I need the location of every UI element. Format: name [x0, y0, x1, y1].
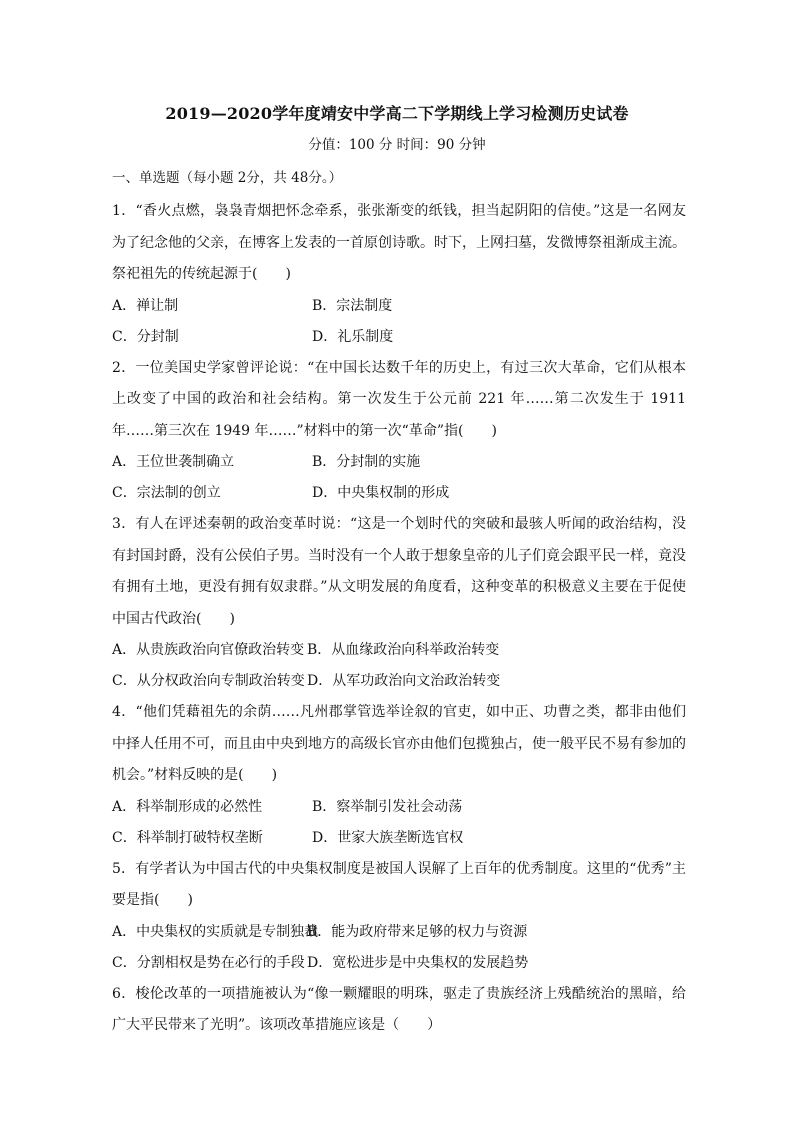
question-4 — [112, 697, 686, 854]
question-text: 2．一位美国史学家曾评论说：“在中国长达数千年的历史上，有过三次大革命，它们从根本上改变了中国的政治和社会结构。第一次发生于公元前 221 年……第二次发生于 1911 年……第三次在 1949 年……”材料中的第一次“革命”指( ) — [112, 359, 686, 439]
question-options — [112, 447, 686, 509]
option-b: B．从血缘政治向科举政治转变 — [307, 642, 500, 658]
option-c: C．科举制打破特权垄断 — [112, 829, 263, 846]
option-a: A．王位世袭制确立 — [112, 454, 235, 470]
option-d: D．礼乐制度 — [312, 328, 394, 345]
option-c: C．从分权政治向专制政治转变 — [112, 673, 305, 689]
option-d: D．中央集权制的形成 — [312, 485, 450, 501]
question-2 — [112, 353, 686, 510]
option-b: B．分封制的实施 — [312, 454, 421, 470]
question-text: 1．“香火点燃，袅袅青烟把怀念牵系，张张渐变的纸钱，担当起阴阳的信使。”这是一名网友为了纪念他的父亲，在博客上发表的一首原创诗歌。时下，上网扫墓，发微博祭祖渐成主流。祭祀祖先的传统起源于( ) — [112, 203, 686, 282]
question-text: 3．有人在评述秦朝的政治变革时说：“这是一个划时代的突破和最骇人听闻的政治结构，没有封国封爵，没有公侯伯子男。当时没有一个人敢于想象皇帝的儿子们竟会跟平民一样，竟没有拥有土地，更没有拥有奴隶群。”从文明发展的角度看，这种变革的积极意义主要在于促使中国古代政治( ) — [112, 516, 686, 627]
option-a: A．禅让制 — [112, 297, 179, 314]
option-b: B．宗法制度 — [312, 297, 393, 314]
question-text: 4．“他们凭藉祖先的余荫……凡州郡掌管选举诠叙的官吏，如中正、功曹之类，都非由他们中择人任用不可，而且由中央到地方的高级长官亦由他们包揽独占，使一般平民不易有参加的机会。”材料反映的是( ) — [112, 704, 686, 783]
question-options — [112, 635, 686, 697]
option-c: C．分封制 — [112, 328, 179, 345]
option-b: B．察举制引发社会动荡 — [312, 798, 463, 815]
option-a: A．科举制形成的必然性 — [112, 798, 263, 815]
question-1 — [112, 196, 686, 353]
option-c: C．宗法制的创立 — [112, 485, 221, 501]
question-3 — [112, 509, 686, 697]
question-options — [112, 917, 686, 979]
option-a: A．中央集权的实质就是专制独裁 — [112, 923, 319, 940]
question-options — [112, 291, 686, 353]
question-5 — [112, 854, 686, 979]
exam-meta: 分值：100 分 时间：90 分钟 — [308, 137, 486, 153]
question-text: 5．有学者认为中国古代的中央集权制度是被国人误解了上百年的优秀制度。这里的“优秀”主要是指( ) — [112, 860, 686, 908]
option-d: D．从军功政治向文治政治转变 — [307, 673, 501, 689]
option-b: B．能为政府带来足够的权力与资源 — [307, 923, 528, 940]
question-options — [112, 792, 686, 854]
option-d: D．世家大族垄断选官权 — [312, 829, 464, 846]
option-a: A．从贵族政治向官僚政治转变 — [112, 642, 305, 658]
exam-title: 2019—2020学年度靖安中学高二下学期线上学习检测历史试卷 — [165, 104, 629, 123]
option-c: C．分割相权是势在必行的手段 — [112, 954, 305, 971]
option-d: D．宽松进步是中央集权的发展趋势 — [307, 954, 529, 971]
question-text: 6．梭伦改革的一项措施被认为“像一颗耀眼的明珠，驱走了贵族经济上残酷统治的黑暗，给广大平民带来了光明”。该项改革措施应该是（ ） — [112, 985, 686, 1033]
question-6 — [112, 979, 686, 1042]
question-list — [112, 196, 686, 1042]
section-title: 一、单选题（每小题 2分，共 48分。） — [112, 170, 343, 186]
